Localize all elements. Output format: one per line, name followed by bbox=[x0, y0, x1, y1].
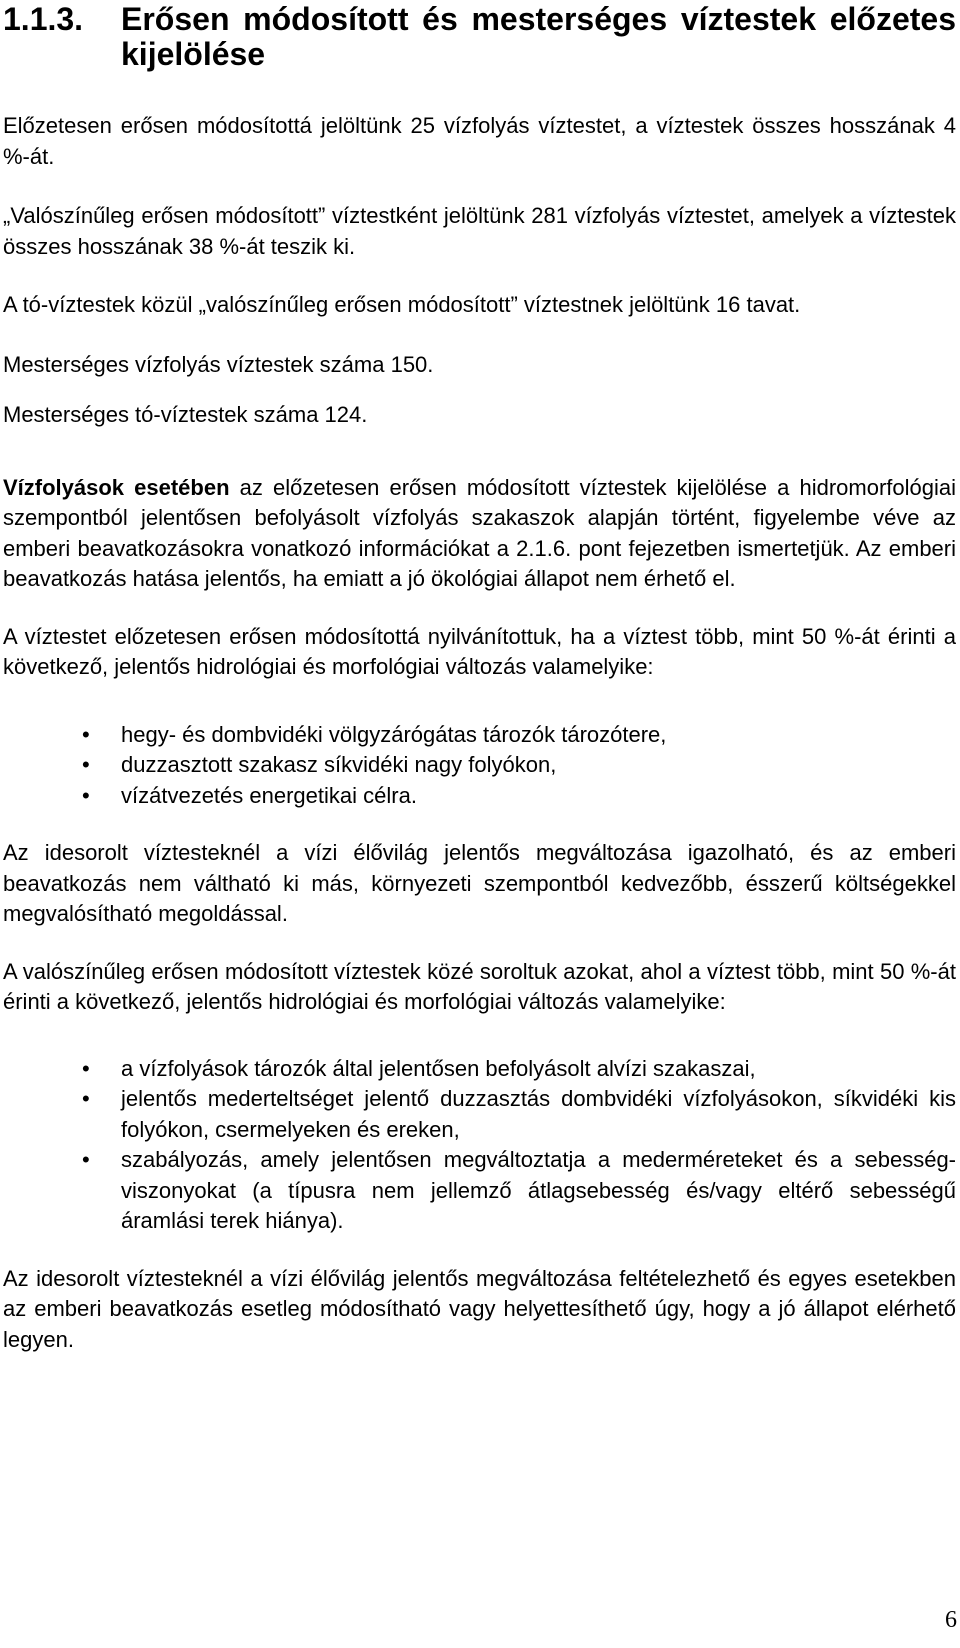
bullet-icon: • bbox=[82, 752, 90, 777]
bullet-list-2 bbox=[3, 1054, 956, 1237]
section-number: 1.1.3. bbox=[3, 1, 84, 37]
paragraph-4: Mesterséges vízfolyás víztestek száma 150. bbox=[3, 351, 434, 377]
list-item-text: duzzasztott szakasz síkvidéki nagy folyókon, bbox=[121, 752, 557, 777]
list-item bbox=[3, 1054, 956, 1085]
paragraph-9: A valószínűleg erősen módosított víztestek közé soroltuk azokat, ahol a víztest több, mint 50 %-át érinti a következő, jelentős hidrológiai és morfológiai változás valamelyike: bbox=[3, 958, 956, 1014]
paragraph-5: Mesterséges tó-víztestek száma 124. bbox=[3, 402, 368, 427]
bullet-icon: • bbox=[82, 782, 90, 808]
paragraph-6-body: az előzetesen erősen módosított víztestek kijelölése a hidromorfológiai szempontból jelentősen befolyásolt vízfolyás szakaszok alapján történt, figyelembe véve az emberi beavatkozásokra vonatkozó információkat a 2.1.6. pont fejezetben ismertetjük. Az emberi beavatkozás hatása jelentős, ha emiatt a jó ökológiai állapot nem érhető el. bbox=[3, 474, 956, 591]
paragraph-2: „Valószínűleg erősen módosított” víztestként jelöltünk 281 vízfolyás víztestet, amelyek a víztestek összes hosszának 38 %-át teszik ki. bbox=[3, 203, 956, 259]
list-item-text: a vízfolyások tározók által jelentősen befolyásolt alvízi szakaszai, bbox=[121, 1055, 756, 1081]
list-item bbox=[3, 720, 956, 751]
list-item bbox=[3, 1084, 956, 1145]
page-number: 6 bbox=[945, 1607, 957, 1633]
list-item bbox=[3, 1145, 956, 1237]
bullet-icon: • bbox=[82, 1055, 90, 1081]
paragraph-6-lead: Vízfolyások esetében bbox=[3, 474, 230, 500]
list-item-text: hegy- és dombvidéki völgyzárógátas tározók tározótere, bbox=[121, 721, 667, 747]
paragraph-7: A víztestet előzetesen erősen módosítottá nyilvánítottuk, ha a víztest több, mint 50 %-át érinti a következő, jelentős hidrológiai és morfológiai változás valamelyike: bbox=[3, 623, 956, 679]
section-title: Erősen módosított és mesterséges víztestek előzetes kijelölése bbox=[121, 1, 956, 72]
bullet-icon: • bbox=[82, 1147, 90, 1172]
list-item bbox=[3, 781, 956, 812]
bullet-icon: • bbox=[82, 721, 90, 747]
document-page bbox=[3, 0, 956, 1355]
list-item-text: szabályozás, amely jelentősen megváltoztatja a mederméreteket és a sebesség-viszonyokat (a típusra nem jellemző átlagsebesség és/vagy eltérő sebességű áramlási terek hiánya). bbox=[121, 1147, 956, 1233]
paragraph-8: Az idesorolt víztesteknél a vízi élővilág jelentős megváltozása igazolható, és az emberi beavatkozás nem váltható ki más, környezeti szempontból kedvezőbb, ésszerű költségekkel megvalósítható megoldással. bbox=[3, 840, 956, 926]
paragraph-1: Előzetesen erősen módosítottá jelöltünk 25 vízfolyás víztestet, a víztestek összes hosszának 4 %-át. bbox=[3, 113, 956, 169]
bullet-icon: • bbox=[82, 1086, 90, 1111]
paragraph-10: Az idesorolt víztesteknél a vízi élővilág jelentős megváltozása feltételezhető és egyes esetekben az emberi beavatkozás esetleg módosítható vagy helyettesíthető úgy, hogy a jó állapot elérhető legyen. bbox=[3, 1265, 956, 1352]
list-item-text: vízátvezetés energetikai célra. bbox=[121, 782, 417, 808]
list-item-text: jelentős mederteltséget jelentő duzzasztás dombvidéki vízfolyásokon, síkvidéki kis folyókon, csermelyeken és ereken, bbox=[121, 1086, 956, 1142]
bullet-list-1 bbox=[3, 720, 956, 812]
paragraph-6 bbox=[3, 473, 956, 595]
section-heading bbox=[3, 2, 956, 72]
list-item bbox=[3, 750, 956, 781]
paragraph-3: A tó-víztestek közül „valószínűleg erősen módosított” víztestnek jelöltünk 16 tavat. bbox=[3, 292, 801, 317]
